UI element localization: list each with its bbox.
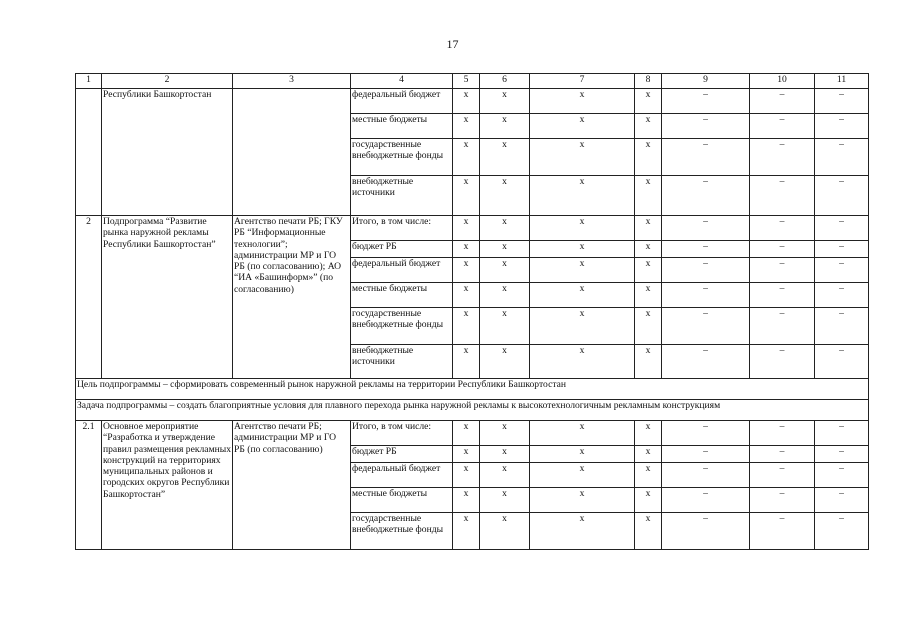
cell-value: – bbox=[662, 139, 750, 176]
column-number: 8 bbox=[635, 74, 662, 89]
cell-value: – bbox=[750, 258, 815, 283]
cell-value: – bbox=[815, 345, 869, 379]
cell-value: x bbox=[453, 308, 480, 345]
cell-value: – bbox=[815, 283, 869, 308]
cell-value: x bbox=[530, 258, 635, 283]
cell-value: x bbox=[480, 463, 530, 488]
cell-value: x bbox=[453, 216, 480, 241]
column-number: 3 bbox=[233, 74, 351, 89]
cell-value: – bbox=[662, 241, 750, 258]
cell-value: – bbox=[750, 463, 815, 488]
cell-value: x bbox=[635, 488, 662, 513]
cell-value: – bbox=[750, 513, 815, 550]
table-row bbox=[76, 421, 869, 446]
cell-value: – bbox=[662, 308, 750, 345]
funding-source: местные бюджеты bbox=[351, 114, 453, 139]
row-number: 2.1 bbox=[76, 421, 102, 550]
budget-table bbox=[75, 73, 869, 550]
table-row bbox=[76, 400, 869, 421]
cell-value: x bbox=[480, 488, 530, 513]
funding-source: федеральный бюджет bbox=[351, 463, 453, 488]
cell-value: – bbox=[750, 446, 815, 463]
cell-value: x bbox=[480, 89, 530, 114]
cell-value: x bbox=[480, 446, 530, 463]
cell-value: x bbox=[530, 216, 635, 241]
column-number-row bbox=[76, 74, 869, 89]
cell-value: – bbox=[662, 463, 750, 488]
cell-value: x bbox=[453, 176, 480, 216]
column-number: 9 bbox=[662, 74, 750, 89]
cell-value: x bbox=[480, 421, 530, 446]
cell-value: – bbox=[750, 216, 815, 241]
table-row bbox=[76, 216, 869, 241]
cell-value: – bbox=[750, 241, 815, 258]
cell-value: – bbox=[662, 421, 750, 446]
cell-value: – bbox=[662, 258, 750, 283]
program-name: Республики Башкортостан bbox=[102, 89, 233, 216]
funding-source: государственные внебюджетные фонды bbox=[351, 139, 453, 176]
cell-value: – bbox=[662, 176, 750, 216]
cell-value: – bbox=[750, 283, 815, 308]
column-number: 4 bbox=[351, 74, 453, 89]
cell-value: – bbox=[662, 283, 750, 308]
program-name: Основное мероприятие “Разработка и утверждение правил размещения рекламных конструкций на территориях муниципальных районов и городских округов Республики Башкортостан” bbox=[102, 421, 233, 550]
cell-value: – bbox=[750, 114, 815, 139]
cell-value: x bbox=[635, 89, 662, 114]
cell-value: x bbox=[635, 446, 662, 463]
cell-value: – bbox=[750, 488, 815, 513]
cell-value: – bbox=[815, 421, 869, 446]
cell-value: – bbox=[662, 513, 750, 550]
funding-source: бюджет РБ bbox=[351, 241, 453, 258]
cell-value: x bbox=[480, 241, 530, 258]
funding-source: местные бюджеты bbox=[351, 283, 453, 308]
cell-value: x bbox=[635, 345, 662, 379]
cell-value: – bbox=[662, 345, 750, 379]
cell-value: x bbox=[530, 463, 635, 488]
program-name: Подпрограмма “Развитие рынка наружной рекламы Республики Башкортостан” bbox=[102, 216, 233, 379]
cell-value: x bbox=[480, 308, 530, 345]
cell-value: x bbox=[530, 139, 635, 176]
cell-value: x bbox=[635, 114, 662, 139]
cell-value: x bbox=[453, 114, 480, 139]
column-number: 6 bbox=[480, 74, 530, 89]
cell-value: x bbox=[480, 216, 530, 241]
cell-value: x bbox=[530, 114, 635, 139]
cell-value: – bbox=[815, 114, 869, 139]
cell-value: x bbox=[480, 176, 530, 216]
row-number bbox=[76, 89, 102, 216]
cell-value: x bbox=[530, 421, 635, 446]
row-number: 2 bbox=[76, 216, 102, 379]
cell-value: x bbox=[635, 308, 662, 345]
cell-value: x bbox=[480, 513, 530, 550]
subprogram-goal: Цель подпрограммы – сформировать современный рынок наружной рекламы на территории Республики Башкортостан bbox=[76, 379, 869, 400]
cell-value: x bbox=[530, 513, 635, 550]
cell-value: – bbox=[750, 308, 815, 345]
executor: Агентство печати РБ; ГКУ РБ “Информационные технологии”; администрации МР и ГО РБ (по согласованию); АО “ИА «Башинформ»” (по согласованию) bbox=[233, 216, 351, 379]
cell-value: – bbox=[815, 308, 869, 345]
cell-value: – bbox=[662, 216, 750, 241]
cell-value: – bbox=[750, 176, 815, 216]
cell-value: x bbox=[530, 89, 635, 114]
cell-value: x bbox=[453, 345, 480, 379]
cell-value: x bbox=[453, 89, 480, 114]
table-row bbox=[76, 89, 869, 114]
cell-value: x bbox=[635, 258, 662, 283]
cell-value: x bbox=[635, 176, 662, 216]
cell-value: – bbox=[815, 139, 869, 176]
cell-value: x bbox=[635, 513, 662, 550]
cell-value: x bbox=[530, 488, 635, 513]
cell-value: x bbox=[635, 241, 662, 258]
cell-value: x bbox=[480, 345, 530, 379]
page-number: 17 bbox=[446, 37, 459, 51]
cell-value: – bbox=[662, 89, 750, 114]
cell-value: x bbox=[453, 488, 480, 513]
funding-source: местные бюджеты bbox=[351, 488, 453, 513]
cell-value: – bbox=[815, 463, 869, 488]
cell-value: – bbox=[815, 89, 869, 114]
cell-value: x bbox=[480, 283, 530, 308]
cell-value: – bbox=[662, 114, 750, 139]
cell-value: x bbox=[453, 463, 480, 488]
cell-value: – bbox=[750, 89, 815, 114]
funding-source: федеральный бюджет bbox=[351, 89, 453, 114]
cell-value: x bbox=[635, 463, 662, 488]
funding-source: государственные внебюджетные фонды bbox=[351, 513, 453, 550]
cell-value: – bbox=[750, 139, 815, 176]
cell-value: x bbox=[530, 241, 635, 258]
cell-value: x bbox=[635, 283, 662, 308]
funding-source: государственные внебюджетные фонды bbox=[351, 308, 453, 345]
column-number: 11 bbox=[815, 74, 869, 89]
cell-value: x bbox=[453, 513, 480, 550]
cell-value: x bbox=[480, 139, 530, 176]
cell-value: x bbox=[530, 283, 635, 308]
cell-value: – bbox=[750, 345, 815, 379]
funding-source: Итого, в том числе: bbox=[351, 421, 453, 446]
funding-source: Итого, в том числе: bbox=[351, 216, 453, 241]
cell-value: x bbox=[453, 421, 480, 446]
cell-value: – bbox=[815, 513, 869, 550]
funding-source: бюджет РБ bbox=[351, 446, 453, 463]
cell-value: x bbox=[453, 241, 480, 258]
cell-value: – bbox=[815, 241, 869, 258]
cell-value: x bbox=[530, 345, 635, 379]
cell-value: x bbox=[453, 139, 480, 176]
cell-value: x bbox=[635, 216, 662, 241]
column-number: 7 bbox=[530, 74, 635, 89]
cell-value: – bbox=[662, 446, 750, 463]
cell-value: x bbox=[635, 139, 662, 176]
column-number: 5 bbox=[453, 74, 480, 89]
cell-value: – bbox=[815, 216, 869, 241]
cell-value: x bbox=[635, 421, 662, 446]
cell-value: x bbox=[480, 114, 530, 139]
column-number: 2 bbox=[102, 74, 233, 89]
cell-value: – bbox=[815, 176, 869, 216]
column-number: 10 bbox=[750, 74, 815, 89]
cell-value: x bbox=[530, 446, 635, 463]
column-number: 1 bbox=[76, 74, 102, 89]
executor bbox=[233, 89, 351, 216]
cell-value: – bbox=[815, 488, 869, 513]
cell-value: – bbox=[662, 488, 750, 513]
cell-value: x bbox=[453, 446, 480, 463]
cell-value: x bbox=[480, 258, 530, 283]
cell-value: x bbox=[530, 176, 635, 216]
executor: Агентство печати РБ; администрации МР и ГО РБ (по согласованию) bbox=[233, 421, 351, 550]
cell-value: x bbox=[453, 258, 480, 283]
funding-source: внебюджетные источники bbox=[351, 176, 453, 216]
subprogram-task: Задача подпрограммы – создать благоприятные условия для плавного перехода рынка наружной рекламы к высокотехнологичным рекламным конструкциям bbox=[76, 400, 869, 421]
funding-source: федеральный бюджет bbox=[351, 258, 453, 283]
funding-source: внебюджетные источники bbox=[351, 345, 453, 379]
cell-value: – bbox=[815, 446, 869, 463]
cell-value: – bbox=[750, 421, 815, 446]
cell-value: – bbox=[815, 258, 869, 283]
table-row bbox=[76, 379, 869, 400]
cell-value: x bbox=[530, 308, 635, 345]
cell-value: x bbox=[453, 283, 480, 308]
